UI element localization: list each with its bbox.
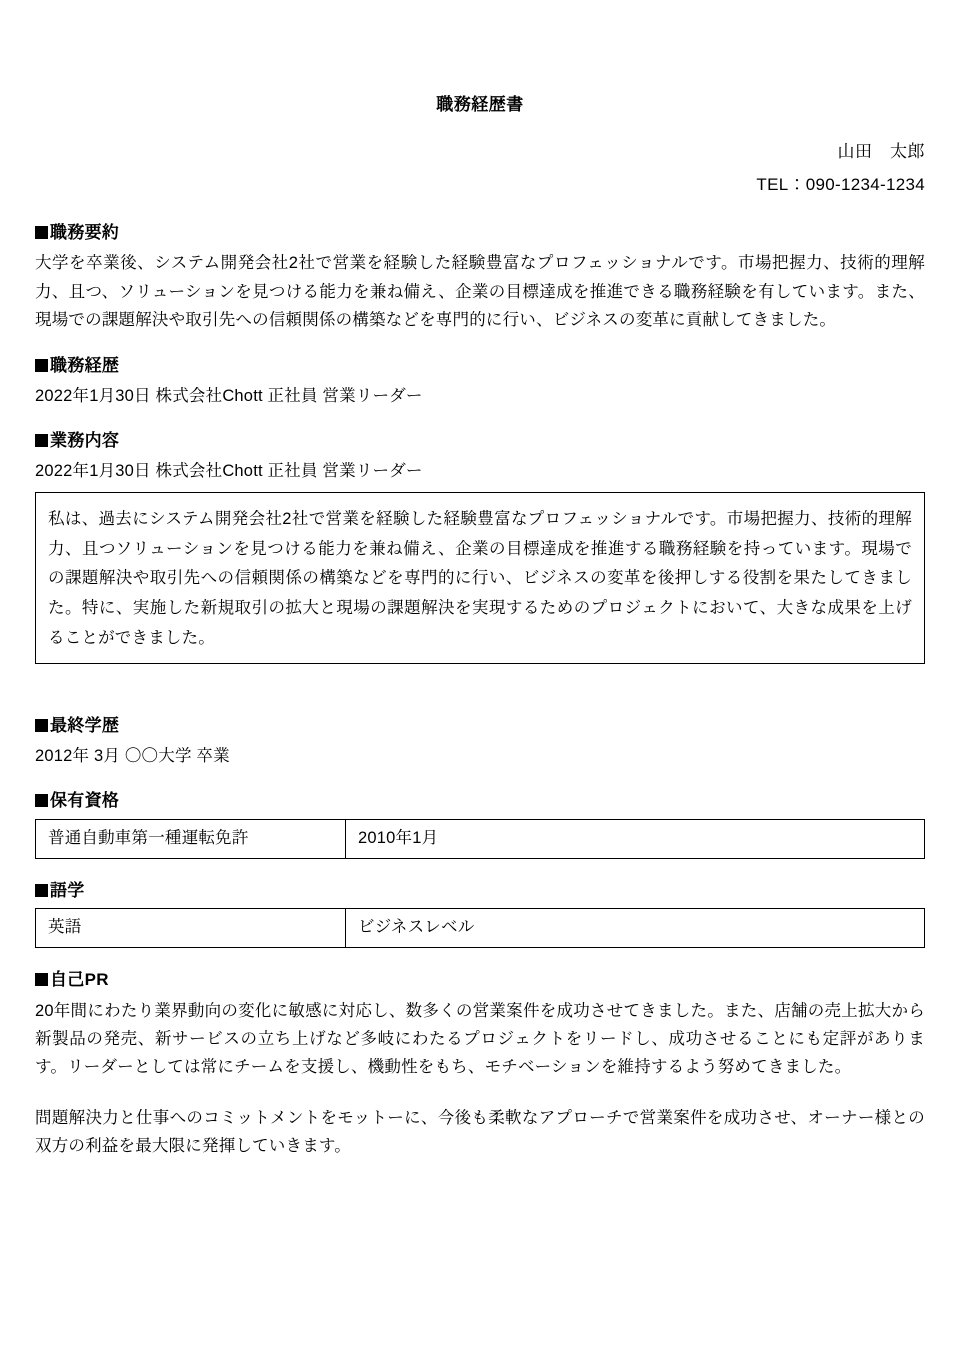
section-heading-qualifications-label: 保有資格 (50, 791, 120, 811)
section-heading-career (35, 356, 925, 376)
section-heading-summary (35, 223, 925, 243)
section-heading-languages (35, 881, 925, 901)
duties-description-box (35, 492, 925, 664)
qualification-name-cell: 普通自動車第一種運転免許 (36, 819, 346, 858)
filled-square-bullet-icon (35, 719, 48, 732)
page-title: 職務経歴書 (436, 95, 524, 114)
career-entry: 2022年1月30日 株式会社Chott 正社員 営業リーダー (35, 386, 423, 405)
filled-square-bullet-icon (35, 226, 48, 239)
filled-square-bullet-icon (35, 973, 48, 986)
filled-square-bullet-icon (35, 794, 48, 807)
qualifications-table (35, 819, 925, 859)
language-name-cell: 英語 (36, 909, 346, 948)
section-heading-duties-label: 業務内容 (50, 431, 120, 451)
self-pr-paragraph-2: 問題解決力と仕事へのコミットメントをモットーに、今後も柔軟なアプローチで営業案件を成功させ、オーナー様との双方の利益を最大限に発揮していきます。 (35, 1108, 925, 1156)
summary-body-text: 大学を卒業後、システム開発会社2社で営業を経験した経験豊富なプロフェッショナルです。市場把握力、技術的理解力、且つ、ソリューションを見つける能力を兼ね備え、企業の目標達成を推進できる職務経験を有しています。また、現場での課題解決や取引先への信頼関係の構築などを専門的に行い、ビジネスの変革に貢献してきました。 (35, 254, 925, 330)
duties-entry: 2022年1月30日 株式会社Chott 正社員 営業リーダー (35, 461, 423, 480)
section-heading-summary-label: 職務要約 (50, 222, 120, 242)
filled-square-bullet-icon (35, 359, 48, 372)
duties-description-text: 私は、過去にシステム開発会社2社で営業を経験した経験豊富なプロフェッショナルです。市場把握力、技術的理解力、且つソリューションを見つける能力を兼ね備え、企業の目標達成を推進する職務経験を持っています。現場での課題解決や取引先への信頼関係の構築などを専門的に行い、ビジネスの変革を後押しする役割を果たしてきました。特に、実施した新規取引の拡大と現場の課題解決を実現するためのプロジェクトにおいて、大きな成果を上げることができました。 (48, 510, 912, 647)
applicant-name: 山田 太郎 (837, 141, 925, 161)
section-heading-education (35, 716, 925, 736)
section-heading-qualifications (35, 791, 925, 811)
self-pr-paragraph-1: 20年間にわたり業界動向の変化に敏感に対応し、数多くの営業案件を成功させてきました。また、店舗の売上拡大から新製品の発売、新サービスの立ち上げなど多岐にわたるプロジェクトをリードし、成功させることにも定評があります。リーダーとしては常にチームを支援し、機動性をもち、モチベーションを維持するよう努めてきました。 (35, 1001, 925, 1077)
table-row (36, 909, 925, 948)
spacer (35, 664, 925, 694)
section-heading-education-label: 最終学歴 (50, 716, 120, 736)
section-heading-duties (35, 431, 925, 451)
languages-table (35, 908, 925, 948)
section-heading-career-label: 職務経歴 (50, 356, 120, 376)
language-level-cell: ビジネスレベル (346, 909, 925, 948)
applicant-info (35, 135, 925, 201)
section-heading-self-pr-label: 自己PR (50, 970, 109, 990)
filled-square-bullet-icon (35, 434, 48, 447)
qualification-date-cell: 2010年1月 (346, 819, 925, 858)
filled-square-bullet-icon (35, 884, 48, 897)
education-entry: 2012年 3月 〇〇大学 卒業 (35, 746, 230, 765)
table-row (36, 819, 925, 858)
section-heading-languages-label: 語学 (50, 880, 85, 900)
spacer (35, 1082, 925, 1104)
section-heading-self-pr (35, 970, 925, 990)
applicant-telephone: TEL：090-1234-1234 (756, 174, 925, 194)
